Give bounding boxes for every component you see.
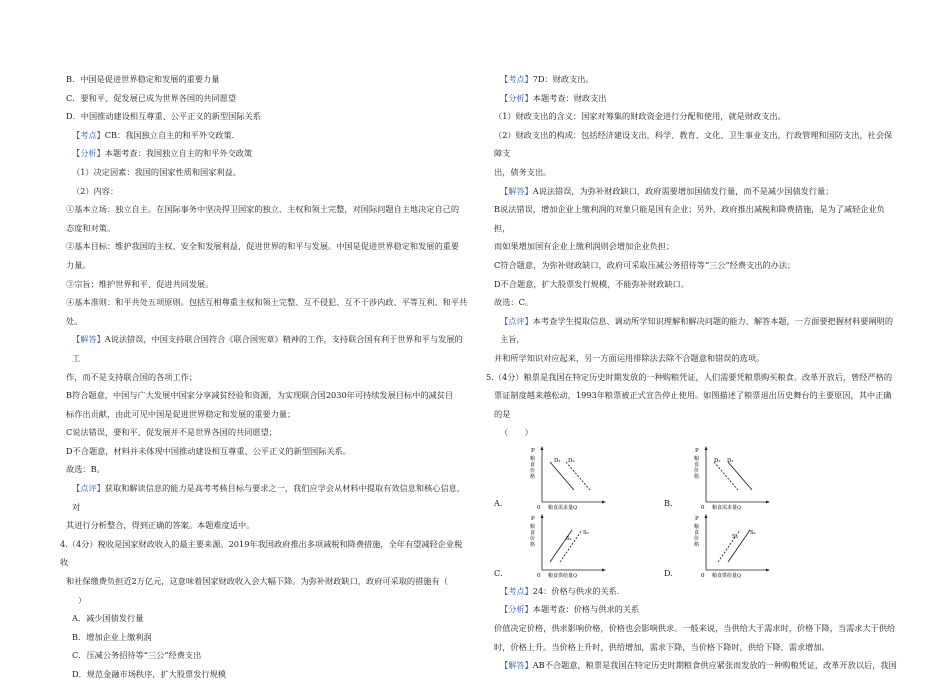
fenxi-tag: 【分析】: [500, 604, 533, 615]
text-line: D不合题意，材料并未体现中国推动建设相互尊重、公平正义的新型国际关系。: [66, 445, 351, 456]
text-line: （2）内容：: [72, 185, 119, 196]
svg-text:P: P: [695, 447, 699, 454]
jieda-line: 【解答】A说法错误，中国支持联合国符合《联合国宪章》精神的工作，支持联合国有利于世界和平与发展的工: [72, 334, 463, 363]
svg-text:食: 食: [694, 529, 700, 536]
kaodian-line: 【考点】CB：我国独立自主的和平外交政策．: [72, 129, 240, 140]
text-line: 态度和对策。: [66, 222, 116, 233]
fenxi-line: 【分析】本题考查：价格与供求的关系: [500, 604, 640, 615]
svg-text:D₁: D₁: [727, 457, 734, 464]
svg-text:食: 食: [694, 461, 700, 468]
svg-text:粮食供给量Q: 粮食供给量Q: [548, 572, 578, 579]
svg-text:粮食需求量Q: 粮食需求量Q: [712, 504, 742, 511]
text-line: B．中国是促进世界稳定和发展的重要力量: [66, 74, 220, 84]
option-b-label: B.: [664, 497, 673, 508]
kaodian-line: 【考点】24：价格与供求的关系．: [500, 585, 626, 596]
svg-text:0: 0: [701, 572, 705, 579]
jieda-line: 【解答】A说法错误，为弥补财政缺口，政府需要增加国债发行量，而不是减少国债发行量；: [500, 185, 834, 196]
svg-text:食: 食: [530, 461, 536, 468]
svg-text:S₂: S₂: [732, 533, 738, 540]
text-line: 价值决定价格，供求影响价格，价格也会影响供求。一般来说，当供给大于需求时，价格下降，当需求大于供给: [494, 623, 896, 634]
jieda-tag: 【解答】: [72, 334, 105, 345]
dianping-line: 【点评】获取和解读信息的能力是高考考核目标与要求之一，我们应学会从材料中提取有效信息和核心信息，对: [72, 483, 466, 512]
kaodian-tag: 【考点】: [500, 585, 533, 596]
text-line: （1）财政支出的含义：国家对筹集的财政资金进行分配和使用，就是财政支出。: [494, 111, 786, 122]
svg-text:价: 价: [694, 467, 700, 474]
svg-text:P: P: [695, 515, 699, 522]
option-c-label: C.: [494, 567, 503, 578]
text-line: 时，价格上升。当价格上升时，供给增加，需求下降，当价格下降时，供给下降，需求增加。: [494, 641, 830, 652]
text-line: 的是: [494, 408, 511, 419]
jieda-tag: 【解答】: [500, 185, 533, 196]
option-a: A．减少国债发行量: [72, 613, 144, 624]
jieda-tag: 【解答】: [500, 660, 533, 671]
left-column: [60, 70, 468, 684]
svg-text:D₂: D₂: [568, 457, 575, 464]
kaodian-line: 【考点】7D：财政支出。: [500, 74, 594, 84]
svg-text:粮: 粮: [530, 455, 536, 462]
svg-text:P: P: [531, 515, 535, 522]
svg-text:粮: 粮: [694, 523, 700, 530]
svg-text:价: 价: [694, 535, 700, 542]
svg-text:格: 格: [694, 473, 700, 480]
text-line: 故选：C。: [494, 297, 534, 308]
svg-text:粮: 粮: [694, 455, 700, 462]
svg-text:格: 格: [530, 541, 536, 548]
graph-d: [672, 512, 772, 580]
dianping-line: 【点评】本考查学生提取信息、调动所学知识理解和解决问题的能力、解答本题，一方面要把握材料要阐明的主旨，: [500, 315, 894, 345]
fenxi-line: 【分析】本题考查：财政支出: [500, 92, 607, 103]
text-line: 票证制度越来越松动，1993年粮票被正式宣告停止使用。如图描述了粮票退出历史舞台的主要原因，其中正确: [494, 390, 892, 401]
svg-text:价: 价: [530, 535, 536, 542]
svg-text:0: 0: [701, 504, 705, 511]
question-5: 5.（4分）粮票是我国在特定历史时期发放的一种购粮凭证，人们需要凭粮票购买粮食。改革开放后，曾经严格的: [486, 371, 893, 382]
text-line: 故选：B。: [66, 464, 105, 475]
graph-c: [508, 512, 608, 580]
jieda-line: 【解答】AB不合题意，粮票是我国在特定历史时期粮食供应紧张而发放的一种购粮凭证，改革开放以后，我国: [500, 660, 897, 671]
dianping-tag: 【点评】: [72, 483, 105, 494]
text-line: C说法错误，要和平、促发展并不是世界各国的共同愿望；: [66, 427, 277, 438]
text-line: 其进行分析整合，得到正确的答案。本题难度适中。: [66, 520, 255, 531]
svg-text:P: P: [531, 447, 535, 454]
text-line: 而如果增加国有企业上缴利润则会增加企业负担；: [494, 241, 675, 252]
text-line: 作，而不是支持联合国的各项工作；: [66, 371, 198, 382]
text-line: ②基本目标：维护我国的主权、安全和发展利益，促进世界的和平与发展。中国是促进世界稳定和发展的重要: [66, 241, 460, 252]
svg-text:D₁: D₁: [554, 457, 561, 464]
fenxi-line: 【分析】本题考查：我国独立自主的和平外交政策: [72, 148, 253, 159]
text-line: B符合题意，中国与广大发展中国家分享减贫经验和资源，为实现联合国2030年可持续发展目标中的减贫目: [66, 390, 454, 401]
option-c: C．压减公务招待等“三公”经费支出: [72, 650, 202, 661]
svg-text:0: 0: [537, 572, 541, 579]
svg-text:S₂: S₂: [583, 529, 589, 536]
svg-text:格: 格: [530, 473, 536, 480]
text-line: （ ）: [500, 427, 533, 438]
text-line: B说法错误，增加企业上缴利润的对象只能是国有企业；另外，政府推出减税和降费措施，是为了减轻企业负担，: [494, 204, 885, 233]
graph-b: [672, 444, 772, 512]
text-line: ①基本立场：独立自主。在国际事务中坚决捍卫国家的独立、主权和领土完整，对国际问题自主地决定自己的: [66, 204, 460, 215]
option-d-label: D.: [664, 567, 673, 578]
svg-text:D₂: D₂: [714, 457, 721, 464]
graph-a: [508, 444, 608, 512]
svg-text:粮食供给量Q: 粮食供给量Q: [712, 572, 742, 579]
svg-text:S₁: S₁: [750, 529, 756, 536]
kaodian-tag: 【考点】: [72, 129, 105, 140]
svg-text:格: 格: [694, 541, 700, 548]
text-line: 力量。: [66, 259, 91, 270]
text-line: ）: [78, 594, 87, 605]
option-a-label: A.: [494, 497, 503, 508]
svg-text:S₁: S₁: [566, 535, 572, 542]
option-d: D．规范金融市场秩序，扩大股票发行规模: [72, 669, 226, 679]
graph-options: [494, 444, 899, 582]
text-line: D不合题意，扩大股票发行规模，不能弥补财政缺口。: [494, 278, 689, 289]
text-line: 出，债务支出。: [494, 166, 552, 177]
svg-text:0: 0: [537, 504, 541, 511]
fenxi-tag: 【分析】: [500, 92, 533, 103]
svg-text:价: 价: [530, 467, 536, 474]
text-line: ③宗旨：维护世界和平、促进共同发展。: [66, 278, 214, 289]
svg-text:食: 食: [530, 529, 536, 536]
fenxi-tag: 【分析】: [72, 148, 105, 159]
question-4: 4.（4分）税收是国家财政收入的最主要来源。2019年我国政府推出多项减税和降费措施，全年有望减轻企业税收: [60, 538, 463, 568]
text-line: 标作出贡献，由此可见中国是促进世界稳定和发展的重要力量；: [66, 408, 296, 419]
svg-text:粮食需求量Q: 粮食需求量Q: [548, 504, 578, 511]
text-line: 和社保缴费负担近2万亿元，这意味着国家财政收入会大幅下降。为弥补财政缺口，政府可采取的措施有（: [66, 576, 448, 587]
text-line: 处。: [66, 315, 83, 326]
text-line: ④基本准则：和平共处五项原则。包括互相尊重主权和领土完整、互不侵犯、互不干涉内政、平等互利、和平共: [66, 297, 468, 308]
text-line: D．中国推动建设相互尊重、公平正义的新型国际关系: [66, 111, 261, 122]
option-b: B．增加企业上缴利润: [72, 631, 152, 642]
kaodian-tag: 【考点】: [500, 74, 533, 84]
text-line: C符合题意，为弥补财政缺口，政府可采取压减公务招待等“三公”经费支出的办法；: [494, 259, 796, 270]
right-column: [486, 70, 899, 675]
dianping-tag: 【点评】: [500, 315, 533, 326]
text-line: 并和所学知识对应起来，另一方面运用排除法去除不合题意和错误的选项。: [494, 352, 765, 363]
svg-text:粮: 粮: [530, 523, 536, 530]
text-line: C．要和平、促发展已成为世界各国的共同愿望: [66, 92, 237, 103]
text-line: （2）财政支出的构成：包括经济建设支出，科学、教育、文化、卫生事业支出，行政管理和国防支出，社会保障支: [494, 129, 893, 159]
text-line: （1）决定因素：我国的国家性质和国家利益。: [72, 166, 241, 177]
